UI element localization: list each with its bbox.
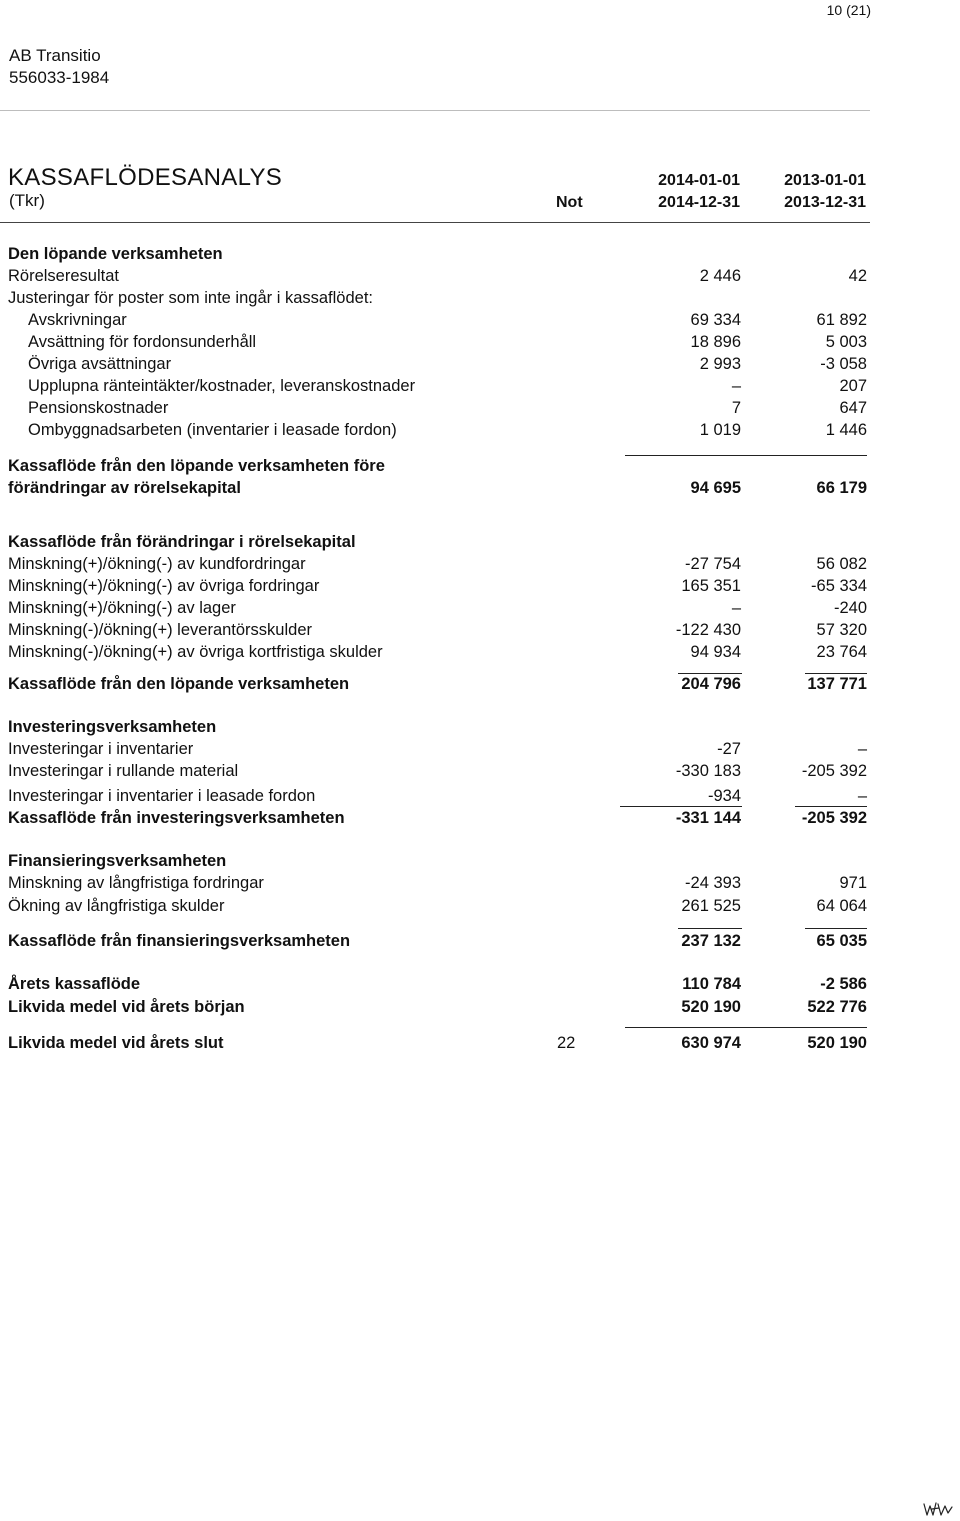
row-value-2014: -330 183 (675, 762, 741, 780)
table-row (0, 377, 870, 397)
subtotal-rule (625, 455, 867, 456)
row-value-2014: 1 019 (699, 421, 741, 439)
row-value-2014: 94 934 (690, 643, 741, 661)
row-value-2014: -27 (717, 740, 741, 758)
row-value-2013: -205 392 (801, 762, 867, 780)
company-name: AB Transitio (9, 46, 101, 65)
row-label: Avsättning för fordonsunderhåll (28, 333, 257, 351)
row-value-2013: – (857, 787, 867, 805)
row-label: Minskning(+)/ökning(-) av kundfordringar (8, 555, 306, 573)
table-row (0, 457, 870, 477)
row-value-2013: 207 (839, 377, 867, 395)
col2-header-to: 2013-12-31 (784, 194, 866, 211)
row-value-2014: – (731, 599, 741, 617)
row-value-2013: 522 776 (807, 998, 867, 1016)
row-value-2014: 520 190 (681, 998, 741, 1016)
row-value-2014: -122 430 (675, 621, 741, 639)
row-label: Finansieringsverksamheten (8, 852, 227, 870)
table-row (0, 998, 870, 1018)
table-row (0, 643, 870, 663)
table-row (0, 333, 870, 353)
row-label: Minskning(+)/ökning(-) av lager (8, 599, 236, 617)
table-row (0, 897, 870, 917)
row-label: Avskrivningar (28, 311, 127, 329)
row-value-2013: 65 035 (816, 932, 867, 950)
table-row (0, 762, 870, 782)
row-value-2014: -331 144 (675, 809, 741, 827)
subtotal-rule (678, 673, 742, 674)
table-row (0, 621, 870, 641)
row-value-2014: 261 525 (681, 897, 741, 915)
row-label: Minskning(-)/ökning(+) av övriga kortfristiga skulder (8, 643, 383, 661)
row-value-2014: -27 754 (685, 555, 741, 573)
subtotal-rule (805, 928, 867, 929)
row-label: Likvida medel vid årets slut (8, 1034, 224, 1052)
table-row (0, 311, 870, 331)
row-value-2014: 2 446 (699, 267, 741, 285)
row-label: Kassaflöde från den löpande verksamheten (8, 675, 350, 693)
row-label: Ökning av långfristiga skulder (8, 897, 225, 915)
table-row (0, 599, 870, 619)
row-value-2014: 630 974 (681, 1034, 741, 1052)
row-value-2013: 64 064 (816, 897, 867, 915)
row-value-2014: 110 784 (682, 975, 741, 993)
table-row (0, 874, 870, 894)
table-row (0, 740, 870, 760)
row-value-2013: 5 003 (825, 333, 867, 351)
subtotal-rule (805, 673, 867, 674)
row-value-2013: 56 082 (816, 555, 867, 573)
table-row (0, 289, 870, 309)
table-row (0, 479, 870, 499)
top-divider (0, 110, 870, 111)
table-row (0, 533, 870, 553)
row-note: 22 (557, 1034, 576, 1052)
header-divider (0, 222, 870, 223)
row-label: Ombyggnadsarbeten (inventarier i leasade fordon) (28, 421, 397, 439)
row-label: förändringar av rörelsekapital (8, 479, 241, 497)
table-row (0, 577, 870, 597)
table-row (0, 421, 870, 441)
table-row (0, 267, 870, 287)
table-row (0, 975, 870, 995)
table-row (0, 245, 870, 265)
row-value-2014: -934 (707, 787, 741, 805)
table-row (0, 355, 870, 375)
row-value-2013: 137 771 (807, 675, 867, 693)
row-label: Minskning av långfristiga fordringar (8, 874, 264, 892)
row-value-2014: 2 993 (699, 355, 741, 373)
company-org-nr: 556033-1984 (9, 68, 110, 87)
table-row (0, 1034, 870, 1054)
row-label: Upplupna ränteintäkter/kostnader, leveranskostnader (28, 377, 416, 395)
row-label: Övriga avsättningar (28, 355, 172, 373)
row-value-2014: 204 796 (681, 675, 741, 693)
row-label: Kassaflöde från förändringar i rörelsekapital (8, 533, 356, 551)
row-value-2013: 1 446 (825, 421, 867, 439)
col1-header-from: 2014-01-01 (658, 172, 740, 189)
table-row (0, 675, 870, 695)
col2-header-from: 2013-01-01 (784, 172, 866, 189)
row-label: Minskning(+)/ökning(-) av övriga fordringar (8, 577, 320, 595)
table-row (0, 555, 870, 575)
subtotal-rule (678, 928, 742, 929)
row-value-2013: 23 764 (816, 643, 867, 661)
row-label: Kassaflöde från finansieringsverksamheten (8, 932, 351, 950)
row-value-2013: -65 334 (811, 577, 867, 595)
row-value-2013: 647 (839, 399, 867, 417)
row-label: Kassaflöde från investeringsverksamheten (8, 809, 345, 827)
col1-header-to: 2014-12-31 (658, 194, 740, 211)
total-rule (625, 1027, 867, 1028)
row-label: Investeringar i inventarier (8, 740, 194, 758)
table-row (0, 399, 870, 419)
row-label: Pensionskostnader (28, 399, 169, 417)
row-label: Årets kassaflöde (8, 975, 141, 993)
table-row (0, 809, 870, 829)
table-row (0, 787, 870, 807)
row-value-2013: 66 179 (816, 479, 867, 497)
row-value-2013: 42 (848, 267, 867, 285)
row-label: Kassaflöde från den löpande verksamheten före (8, 457, 385, 475)
signature-initials (922, 1500, 954, 1518)
row-value-2013: 971 (839, 874, 867, 892)
row-label: Investeringar i rullande material (8, 762, 239, 780)
row-value-2014: 165 351 (681, 577, 741, 595)
row-value-2013: 520 190 (807, 1034, 867, 1052)
row-value-2013: -240 (833, 599, 867, 617)
row-label: Investeringsverksamheten (8, 718, 217, 736)
row-label: Likvida medel vid årets början (8, 998, 245, 1016)
unit-label: (Tkr) (9, 191, 45, 210)
row-label: Den löpande verksamheten (8, 245, 223, 263)
row-value-2014: 18 896 (690, 333, 741, 351)
row-value-2014: -24 393 (685, 874, 741, 892)
row-value-2014: – (731, 377, 741, 395)
row-label: Rörelseresultat (8, 267, 119, 285)
row-value-2013: 61 892 (816, 311, 867, 329)
row-value-2013: -3 058 (820, 355, 867, 373)
row-value-2014: 94 695 (690, 479, 741, 497)
table-row (0, 852, 870, 872)
row-label: Minskning(-)/ökning(+) leverantörsskulder (8, 621, 312, 639)
table-row (0, 718, 870, 738)
table-row (0, 932, 870, 952)
row-value-2014: 237 132 (681, 932, 741, 950)
row-value-2013: – (857, 740, 867, 758)
page-number: 10 (21) (826, 2, 871, 18)
subtotal-rule (795, 806, 867, 807)
row-value-2014: 7 (731, 399, 741, 417)
row-value-2013: -2 586 (820, 975, 867, 993)
row-value-2013: 57 320 (816, 621, 867, 639)
row-label: Investeringar i inventarier i leasade fordon (8, 787, 316, 805)
subtotal-rule (620, 806, 742, 807)
row-value-2014: 69 334 (690, 311, 741, 329)
row-value-2013: -205 392 (801, 809, 867, 827)
note-column-header: Not (556, 194, 583, 211)
company-block (9, 45, 109, 89)
page-title: KASSAFLÖDESANALYS (8, 164, 283, 191)
row-label: Justeringar för poster som inte ingår i kassaflödet: (8, 289, 374, 307)
